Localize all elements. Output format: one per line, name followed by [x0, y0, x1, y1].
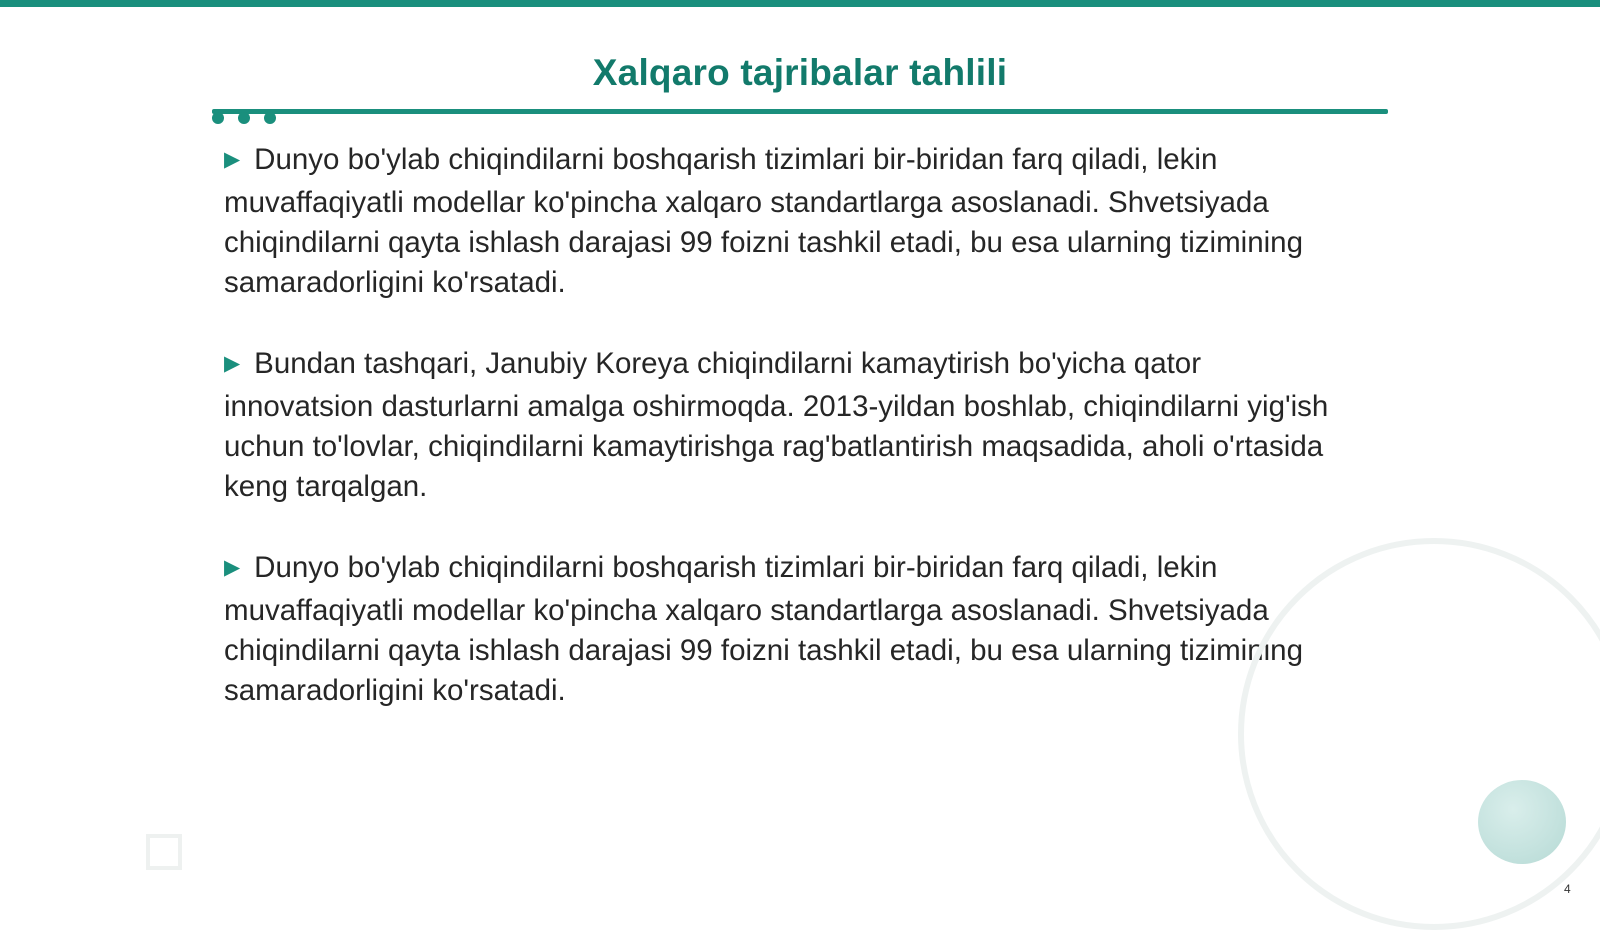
- title-underline: [212, 109, 1388, 114]
- decoration-dot: [264, 112, 276, 124]
- page-number: 4: [1564, 882, 1571, 896]
- triangle-right-icon: ▶: [224, 352, 241, 375]
- decoration-dot: [212, 112, 224, 124]
- triangle-right-icon: ▶: [224, 148, 241, 171]
- paragraph-text: Bundan tashqari, Janubiy Koreya chiqindilarni kamaytirish bo'yicha qator innovatsion dasturlarni amalga oshirmoqda. 2013-yildan boshlab, chiqindilarni yig'ish uchun to'lovlar, chiqindilarni kamaytirishga rag'batlantirish maqsadida, aholi o'rtasida keng tarqalgan.: [224, 347, 1329, 503]
- decorative-ring: [1238, 538, 1600, 930]
- decoration-dot: [238, 112, 250, 124]
- decorative-square: [146, 834, 182, 870]
- top-accent-bar: [0, 0, 1600, 7]
- paragraph-text: Dunyo bo'ylab chiqindilarni boshqarish tizimlari bir-biridan farq qiladi, lekin muvaffaqiyatli modellar ko'pincha xalqaro standartlarga asoslanadi. Shvetsiyada chiqindilarni qayta ishlash darajasi 99 foizni tashkil etadi, bu esa ularning tizimining samaradorligini ko'rsatadi.: [224, 143, 1303, 299]
- title-dots-decoration: [212, 112, 282, 126]
- slide-title: Xalqaro tajribalar tahlili: [592, 52, 1008, 93]
- slide-body: [224, 140, 1354, 752]
- triangle-right-icon: ▶: [224, 556, 241, 579]
- paragraph-text: Dunyo bo'ylab chiqindilarni boshqarish tizimlari bir-biridan farq qiladi, lekin muvaffaqiyatli modellar ko'pincha xalqaro standartlarga asoslanadi. Shvetsiyada chiqindilarni qayta ishlash darajasi 99 foizni tashkil etadi, bu esa ularning tizimining samaradorligini ko'rsatadi.: [224, 551, 1303, 707]
- bullet-paragraph: [224, 140, 1354, 303]
- bullet-paragraph: [224, 548, 1354, 711]
- bullet-paragraph: [224, 344, 1354, 507]
- decorative-ball: [1478, 780, 1566, 864]
